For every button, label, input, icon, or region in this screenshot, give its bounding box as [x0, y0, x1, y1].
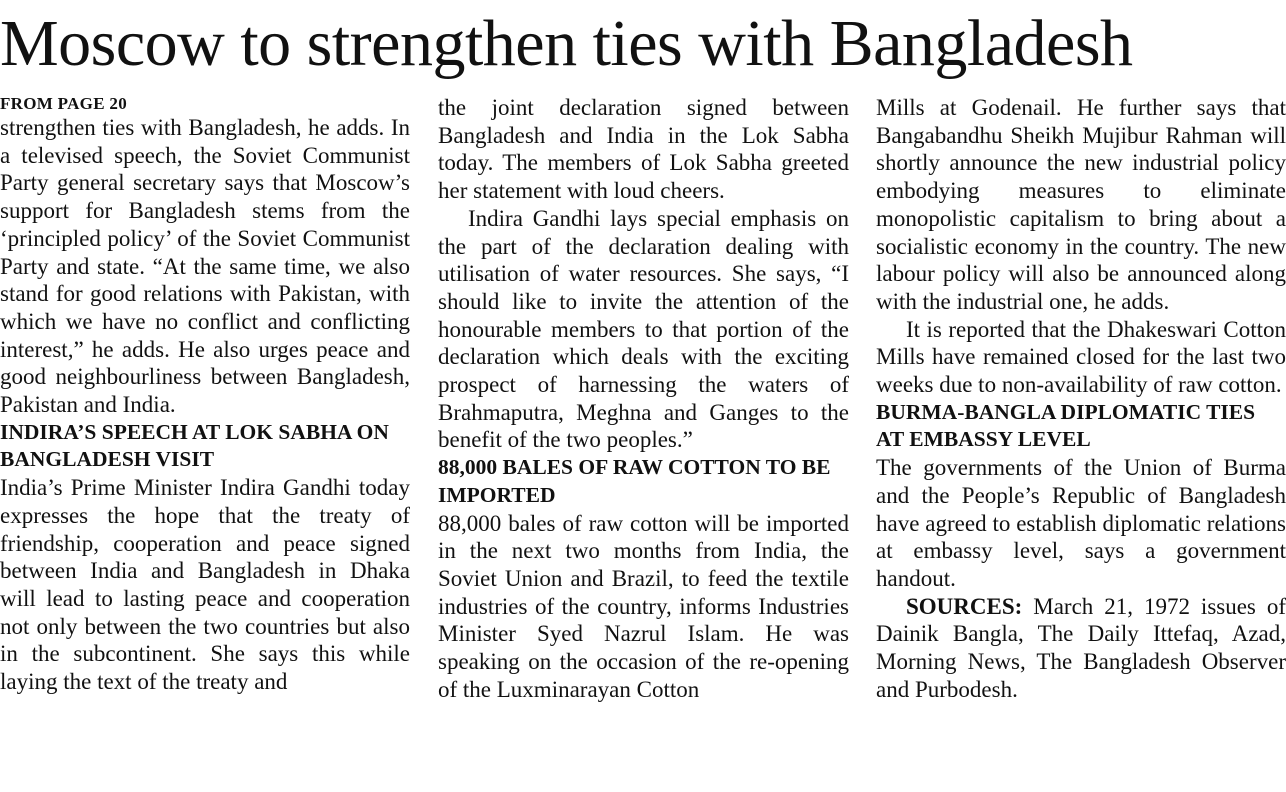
paragraph: Mills at Godenail. He further says that Bangabandhu Sheikh Mujibur Rahman will shortly announce the new industrial policy embodying measures to eliminate monopolistic capitalism to bring about a socialistic economy in the country. The new labour policy will also be announced along with the industrial one, he adds. — [876, 95, 1286, 314]
headline: Moscow to strengthen ties with Bangladesh — [0, 7, 1133, 80]
paragraph: Indira Gandhi lays special emphasis on the part of the declaration dealing with utilisation of water resources. She says, “I should like to invite the attention of the honourable members to that portion of the declaration which deals with the exciting prospect of harnessing the waters of Brahmaputra, Meghna and Ganges to the benefit of the two peoples.” — [438, 205, 849, 453]
subheading-burma-bangla: BURMA-BANGLA DIPLOMATIC TIES AT EMBASSY LEVEL — [876, 399, 1256, 452]
column-2 — [438, 94, 849, 792]
paragraph: The governments of the Union of Burma and the People’s Republic of Bangladesh have agreed to establish diplomatic relations at embassy level, says a government handout. — [876, 455, 1286, 591]
subheading-raw-cotton: 88,000 BALES OF RAW COTTON TO BE IMPORTED — [438, 455, 831, 507]
column-1 — [0, 94, 410, 792]
paragraph: the joint declaration signed between Bangladesh and India in the Lok Sabha today. The members of Lok Sabha greeted her statement with loud cheers. — [438, 95, 849, 204]
paragraph: strengthen ties with Bangladesh, he adds. In a televised speech, the Soviet Communist Party general secretary says that Moscow’s support for Bangladesh stems from the ‘principled policy’ of the Soviet Communist Party and state. “At the same time, we also stand for good relations with Pakistan, with which we have no conflict and conflicting interest,” he adds. He also urges peace and good neighbourliness between Bangladesh, Pakistan and India. — [0, 115, 410, 418]
paragraph: India’s Prime Minister Indira Gandhi today expresses the hope that the treaty of friendship, cooperation and peace signed between India and Bangladesh in Dhaka will lead to lasting peace and cooperation not only between the two countries but also in the subcontinent. She says this while laying the text of the treaty and — [0, 475, 410, 695]
sources-label: SOURCES: — [906, 593, 1023, 619]
sources-paragraph — [876, 593, 1286, 704]
column-3 — [876, 94, 1286, 792]
sources-text: March 21, 1972 issues of Dainik Bangla, The Daily Ittefaq, Azad, Morning News, The Bangladesh Observer and Purbodesh. — [876, 593, 1286, 702]
paragraph: It is reported that the Dhakeswari Cotton Mills have remained closed for the last two weeks due to non-availability of raw cotton. — [876, 316, 1286, 398]
from-page-label: FROM PAGE 20 — [0, 94, 127, 113]
paragraph: 88,000 bales of raw cotton will be imported in the next two months from India, the Soviet Union and Brazil, to feed the textile industries of the country, informs Industries Minister Syed Nazrul Islam. He was speaking on the occasion of the re-opening of the Luxminarayan Cotton — [438, 510, 849, 702]
subheading-indira-speech: INDIRA’S SPEECH AT LOK SABHA ON BANGLADESH VISIT — [0, 419, 389, 472]
